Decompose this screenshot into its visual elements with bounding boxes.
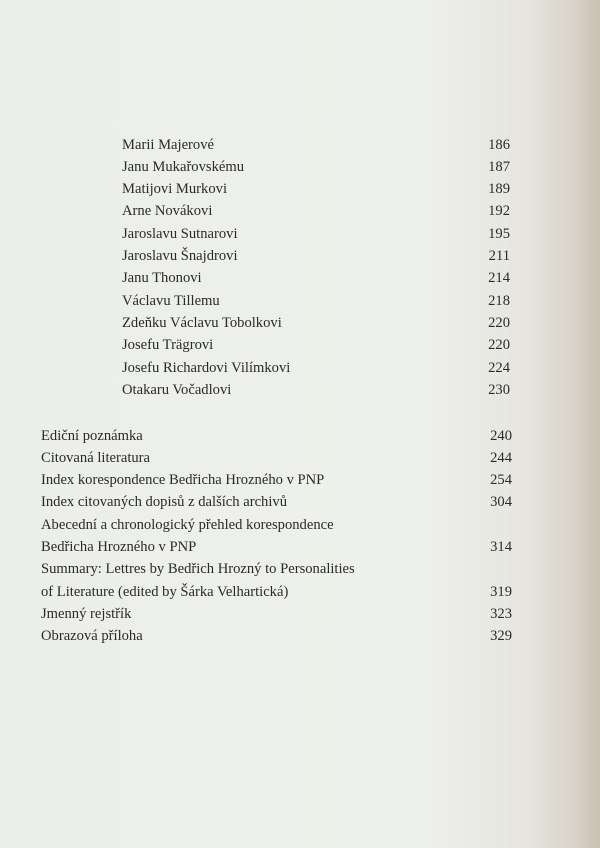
toc-entry-page: 254 <box>490 472 512 488</box>
toc-entry <box>0 581 600 603</box>
toc-entry-title: Abecední a chronologický přehled korespondence <box>41 517 334 533</box>
toc-entry-title: Otakaru Vočadlovi <box>122 382 232 398</box>
toc-entry <box>0 379 600 401</box>
toc-entry <box>0 536 600 558</box>
toc-entry-page: 186 <box>488 137 510 153</box>
toc-entry <box>0 223 600 245</box>
toc-entry-page: 214 <box>488 270 510 286</box>
toc-entry-page: 230 <box>488 382 510 398</box>
toc-entry-page: 218 <box>488 293 510 309</box>
toc-entry-page: 224 <box>488 360 510 376</box>
toc-entry-title: Jmenný rejstřík <box>41 606 132 622</box>
toc-entry-title: Josefu Richardovi Vilímkovi <box>122 360 291 376</box>
toc-entry-title: Arne Novákovi <box>122 203 213 219</box>
toc-entry-title: Index korespondence Bedřicha Hrozného v PNP <box>41 472 325 488</box>
toc-entry-title: Ediční poznámka <box>41 428 143 444</box>
toc-entry-title: Josefu Trägrovi <box>122 337 214 353</box>
toc-entry-page: 314 <box>490 539 512 555</box>
toc-entry <box>0 156 600 178</box>
toc-entry <box>0 558 600 580</box>
toc-entry-title: Janu Mukařovskému <box>122 159 245 175</box>
toc-entry <box>0 245 600 267</box>
toc-entry-title: Jaroslavu Sutnarovi <box>122 226 238 242</box>
toc-entry-page: 220 <box>488 315 510 331</box>
toc-entry-page: 329 <box>490 628 512 644</box>
toc-entry <box>0 312 600 334</box>
toc-entry-page: 240 <box>490 428 512 444</box>
toc-entry-title: Summary: Lettres by Bedřich Hrozný to Personalities <box>41 561 355 577</box>
toc-entry <box>0 134 600 156</box>
toc-entry <box>0 357 600 379</box>
toc-entry-page: 192 <box>488 203 510 219</box>
toc-entry <box>0 469 600 491</box>
toc-entry-page: 195 <box>488 226 510 242</box>
toc-entry-page: 211 <box>488 248 510 264</box>
toc-entry-title: Matijovi Murkovi <box>122 181 227 197</box>
toc-entry-page: 304 <box>490 494 512 510</box>
toc-entry-title: Václavu Tillemu <box>122 293 220 309</box>
toc-entry-title: Citovaná literatura <box>41 450 151 466</box>
toc-entry <box>0 491 600 513</box>
toc-entry <box>0 290 600 312</box>
toc-entry-page: 323 <box>490 606 512 622</box>
toc-entry <box>0 267 600 289</box>
toc-entry-title: of Literature (edited by Šárka Velhartická) <box>41 584 289 600</box>
toc-entry-title: Index citovaných dopisů z dalších archivů <box>41 494 287 510</box>
toc-entry <box>0 334 600 356</box>
toc-entry-title: Jaroslavu Šnajdrovi <box>122 248 238 264</box>
toc-entry-page: 244 <box>490 450 512 466</box>
toc-entry <box>0 625 600 647</box>
toc-entry-title: Zdeňku Václavu Tobolkovi <box>122 315 282 331</box>
toc-entry-title: Janu Thonovi <box>122 270 202 286</box>
toc-entry-page: 187 <box>488 159 510 175</box>
toc-entry <box>0 447 600 469</box>
toc-entry <box>0 514 600 536</box>
toc-entry-page: 319 <box>490 584 512 600</box>
toc-entry-page: 189 <box>488 181 510 197</box>
toc-entry-title: Marii Majerové <box>122 137 214 153</box>
toc-entry <box>0 178 600 200</box>
toc-entry-title: Bedřicha Hrozného v PNP <box>41 539 197 555</box>
toc-entry <box>0 425 600 447</box>
toc-entry <box>0 603 600 625</box>
toc-entry-page: 220 <box>488 337 510 353</box>
toc-entry-title: Obrazová příloha <box>41 628 143 644</box>
toc-entry <box>0 200 600 222</box>
